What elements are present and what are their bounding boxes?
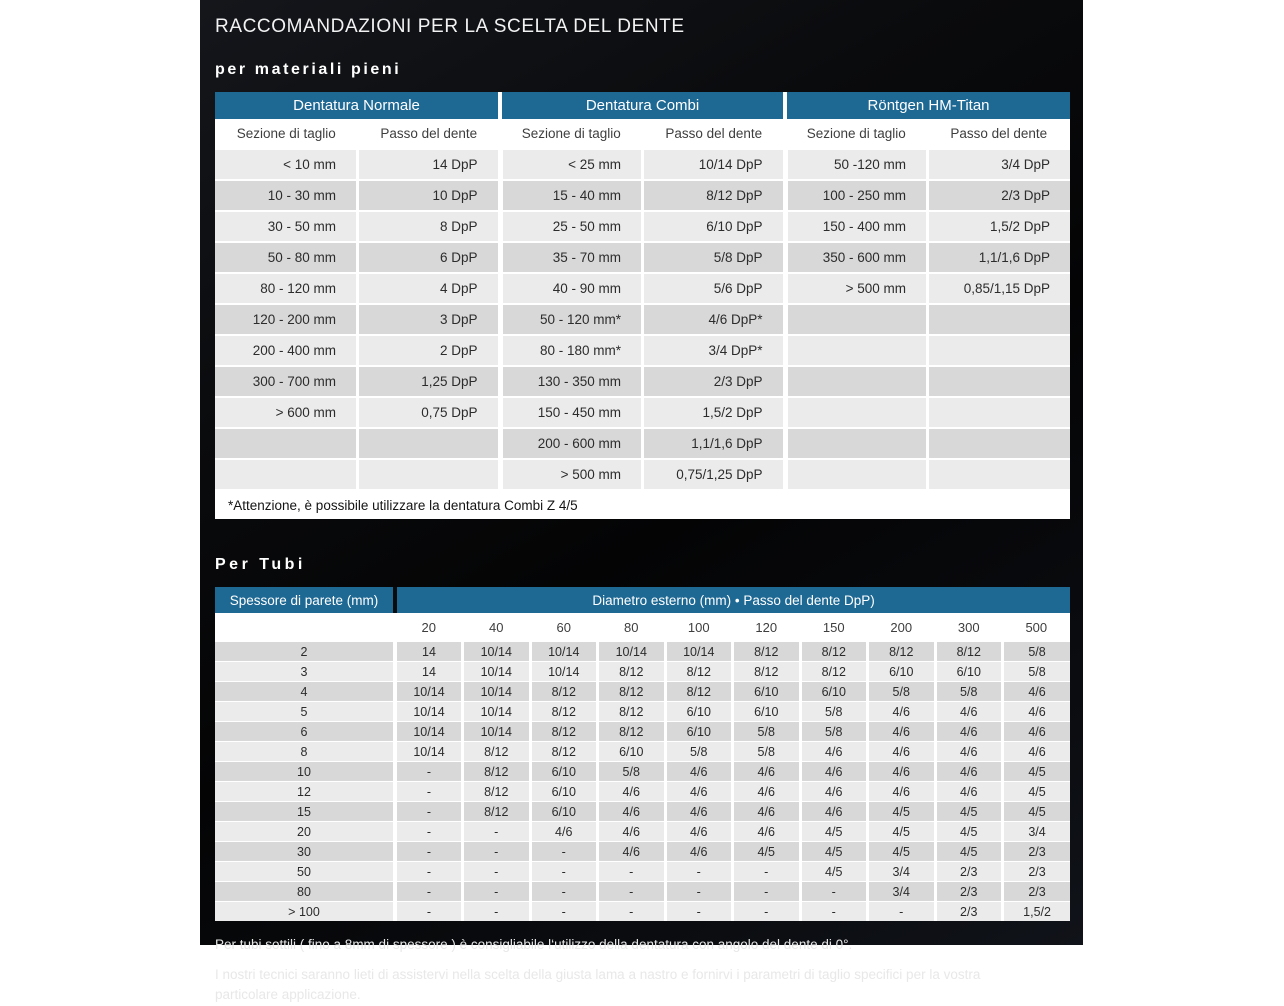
wall-thickness-cell: 2 [215,642,395,662]
table-cell: 8/12 [530,722,598,742]
column-header: Sezione di taglio [785,119,928,149]
group-header-row [215,92,1070,119]
table-cell: 8/12 [733,662,801,682]
table-cell: 2/3 [935,902,1003,922]
table-cell: 8/12 [733,642,801,662]
table-cell: 8/12 [530,682,598,702]
table-cell: 6/10 [800,682,868,702]
table-cell: 1,5/2 DpP [643,397,786,428]
table-cell: 8/12 [598,702,666,722]
table-cell: 5/8 [868,682,936,702]
table-cell: 300 - 700 mm [215,366,358,397]
table-cell: - [800,902,868,922]
table-cell: 10/14 [395,682,463,702]
table-cell: 4/5 [1003,802,1071,822]
table-cell: 8/12 [463,762,531,782]
table-row [215,702,1070,722]
table-cell: 5/8 [733,722,801,742]
table-cell: 4/6 [598,782,666,802]
table-cell: 4/6 [800,742,868,762]
table-cell: 80 - 120 mm [215,273,358,304]
table-cell: 8/12 DpP [643,180,786,211]
table-cell: 10/14 [598,642,666,662]
table-cell: 5/8 [598,762,666,782]
table-cell: 4/6 [868,762,936,782]
table-cell: - [665,882,733,902]
table-cell: 1,25 DpP [358,366,501,397]
wall-thickness-cell: 3 [215,662,395,682]
table-cell: 40 - 90 mm [500,273,643,304]
table-cell: 2/3 [935,882,1003,902]
table-cell: 130 - 350 mm [500,366,643,397]
table-cell: 8/12 [800,662,868,682]
table-cell: 4/6 [935,782,1003,802]
column-header: Passo del dente [928,119,1071,149]
table-cell: 4/6 [935,702,1003,722]
table-cell: 8/12 [598,662,666,682]
table-cell: 6/10 [733,702,801,722]
table-cell: > 600 mm [215,397,358,428]
table-cell: 50 - 80 mm [215,242,358,273]
table-cell: - [733,882,801,902]
table-cell: 150 - 450 mm [500,397,643,428]
table-cell: 4/6 [598,842,666,862]
table-cell [785,428,928,459]
diameter-header: 120 [733,613,801,642]
table-cell: 5/8 [1003,642,1071,662]
table-cell: 5/8 [935,682,1003,702]
table-cell [928,397,1071,428]
table-cell: - [868,902,936,922]
support-note: I nostri tecnici saranno lieti di assistervi nella scelta della giusta lama a nastro e fornirvi i parametri di taglio specifici per la vostra particolare applicazione. [215,967,981,1003]
table-row [215,397,1070,428]
diameter-header: 300 [935,613,1003,642]
table-cell: 4/6 [1003,682,1071,702]
table-cell: 15 - 40 mm [500,180,643,211]
table-cell: 2/3 [1003,882,1071,902]
table-cell: 4/5 [935,802,1003,822]
table-cell: 3/4 [868,862,936,882]
table-cell: - [530,882,598,902]
table-cell: 4/6 [868,702,936,722]
table-cell [928,459,1071,490]
table-cell: 5/8 [733,742,801,762]
table-cell [785,366,928,397]
table-cell: - [463,842,531,862]
table-cell: - [530,842,598,862]
section-title-tubes: Per Tubi [215,556,306,573]
table-cell: 10 DpP [358,180,501,211]
table-cell: 4/6 DpP* [643,304,786,335]
table-cell: 6/10 [868,662,936,682]
table-cell: - [598,882,666,902]
table-cell: 350 - 600 mm [785,242,928,273]
table-cell: 10 - 30 mm [215,180,358,211]
tubes-header-row [215,587,1070,613]
table-cell: 5/8 [665,742,733,762]
table-cell: 1,1/1,6 DpP [928,242,1071,273]
table-row [215,802,1070,822]
table-cell [215,428,358,459]
table-row [215,882,1070,902]
table-cell: 6/10 [733,682,801,702]
wall-thickness-cell: 10 [215,762,395,782]
table-cell: 6/10 [665,702,733,722]
table-cell: 2/3 DpP [643,366,786,397]
table-row [215,304,1070,335]
table-cell: - [463,902,531,922]
table-cell: 3 DpP [358,304,501,335]
wall-thickness-cell: 30 [215,842,395,862]
table-cell [785,335,928,366]
table-cell: 4/6 [665,822,733,842]
table-cell: 4/5 [1003,782,1071,802]
wall-thickness-cell: > 100 [215,902,395,922]
wall-thickness-cell: 12 [215,782,395,802]
table-cell: 4/5 [868,842,936,862]
table-cell: 4/6 [665,782,733,802]
outer-diameter-header: Diametro esterno (mm) • Passo del dente DpP) [395,587,1070,613]
table-cell: 4/5 [800,842,868,862]
table-cell: 4/6 [530,822,598,842]
table-row [215,682,1070,702]
table-cell [928,304,1071,335]
wall-thickness-cell: 6 [215,722,395,742]
table-cell [785,397,928,428]
table-cell: 3/4 [1003,822,1071,842]
table-cell: 4/6 [800,802,868,822]
table-cell: 200 - 600 mm [500,428,643,459]
table-cell [358,459,501,490]
table-cell: 4/5 [1003,762,1071,782]
table-cell: 35 - 70 mm [500,242,643,273]
table-cell: 5/8 [800,702,868,722]
tubes-table [215,587,1070,921]
table-cell: - [463,822,531,842]
table-cell: 4/5 [935,822,1003,842]
wall-thickness-cell: 80 [215,882,395,902]
table-cell: 4/6 [733,782,801,802]
table-cell: 3/4 [868,882,936,902]
table-cell: 0,75 DpP [358,397,501,428]
table-cell: 10/14 [395,742,463,762]
table-cell [785,304,928,335]
table-cell: 10/14 [463,702,531,722]
table-cell: 2/3 [1003,862,1071,882]
table-cell: 8/12 [530,702,598,722]
table-row [215,335,1070,366]
table-cell: 8/12 [665,682,733,702]
wall-thickness-cell: 50 [215,862,395,882]
table-cell [928,428,1071,459]
table-cell: - [800,882,868,902]
table-cell: - [463,862,531,882]
content-panel [200,0,1083,1003]
table-cell: - [463,882,531,902]
table-cell: 5/8 [1003,662,1071,682]
wall-thickness-header: Spessore di parete (mm) [215,587,395,613]
table-cell: 50 - 120 mm* [500,304,643,335]
table-cell: 8/12 [463,802,531,822]
column-header: Passo del dente [643,119,786,149]
table-cell: 6/10 [530,762,598,782]
table-cell: 10/14 [665,642,733,662]
table-cell: 4/6 [800,782,868,802]
table-row [215,459,1070,490]
table-row [215,149,1070,180]
table-cell: 2 DpP [358,335,501,366]
table-row [215,722,1070,742]
table-cell: 1,1/1,6 DpP [643,428,786,459]
table-cell: 80 - 180 mm* [500,335,643,366]
table-cell: 8 DpP [358,211,501,242]
table-cell: 8/12 [598,722,666,742]
table-cell: 4/5 [868,822,936,842]
table-cell: 10/14 [463,662,531,682]
table-row [215,428,1070,459]
table-cell: 1,5/2 [1003,902,1071,922]
table-cell: 120 - 200 mm [215,304,358,335]
table-cell: 4/6 [665,762,733,782]
table-cell: 0,75/1,25 DpP [643,459,786,490]
wall-thickness-cell: 5 [215,702,395,722]
table-cell [785,459,928,490]
table-cell: 6/10 DpP [643,211,786,242]
table-cell: 3/4 DpP* [643,335,786,366]
wall-thickness-cell: 4 [215,682,395,702]
column-header-row [215,119,1070,149]
table-cell: 6/10 [598,742,666,762]
table-cell: - [395,782,463,802]
table-cell: 100 - 250 mm [785,180,928,211]
table-cell [215,459,358,490]
table-row [215,862,1070,882]
table-cell: - [395,862,463,882]
table-row [215,242,1070,273]
table-cell: - [395,762,463,782]
table-cell: - [530,902,598,922]
table-cell: 4/6 [665,802,733,822]
table-cell: 4/6 [665,842,733,862]
table-cell: 4/5 [733,842,801,862]
table-cell: 5/6 DpP [643,273,786,304]
table-cell: - [395,882,463,902]
table-cell: 25 - 50 mm [500,211,643,242]
group-header-rontgen-hm-titan: Röntgen HM-Titan [785,92,1070,119]
table-row [215,662,1070,682]
table-cell: 4/5 [800,822,868,842]
solid-table-body [215,149,1070,490]
table-row [215,822,1070,842]
table-cell: 2/3 DpP [928,180,1071,211]
table-cell: 50 -120 mm [785,149,928,180]
table-cell: > 500 mm [500,459,643,490]
diameter-header: 150 [800,613,868,642]
table-row [215,742,1070,762]
table-cell: 8/12 [800,642,868,662]
table-row [215,902,1070,922]
table-row [215,842,1070,862]
table-cell: 4/5 [800,862,868,882]
diameter-header: 40 [463,613,531,642]
table-cell: 14 [395,662,463,682]
table-cell: 4/6 [868,722,936,742]
table-cell: < 25 mm [500,149,643,180]
column-header: Sezione di taglio [500,119,643,149]
table-cell: 8/12 [463,742,531,762]
table-cell: 4/6 [800,762,868,782]
table-cell: 5/8 DpP [643,242,786,273]
table-cell: 4/6 [598,802,666,822]
table-cell: - [395,822,463,842]
page-title: RACCOMANDAZIONI PER LA SCELTA DEL DENTE [215,16,685,37]
table-cell: 4/6 [598,822,666,842]
table-cell: 4/6 [733,802,801,822]
table-cell: 4/6 [1003,702,1071,722]
table-cell: - [395,802,463,822]
solid-materials-table [215,92,1070,519]
table-cell: 8/12 [463,782,531,802]
diameter-header: 200 [868,613,936,642]
table-cell: - [598,902,666,922]
column-header: Passo del dente [358,119,501,149]
table-cell: 10/14 [395,722,463,742]
table-cell: 10/14 [463,722,531,742]
wall-thickness-cell: 8 [215,742,395,762]
table-cell: 14 DpP [358,149,501,180]
wall-thickness-cell: 20 [215,822,395,842]
table-cell: 6/10 [935,662,1003,682]
table-cell: 10/14 [530,642,598,662]
table-cell: 6/10 [530,802,598,822]
table-cell: 4/6 [935,762,1003,782]
table-cell: 4 DpP [358,273,501,304]
table-row [215,782,1070,802]
tubes-table-body [215,642,1070,922]
table-cell: - [530,862,598,882]
diameter-header: 60 [530,613,598,642]
table-cell: 4/6 [1003,722,1071,742]
table-cell: - [733,902,801,922]
diameter-header: 100 [665,613,733,642]
table-cell: 4/5 [935,842,1003,862]
empty-corner-cell [215,613,395,642]
table-cell: 4/6 [868,742,936,762]
footnote-row [215,490,1070,519]
table-row [215,273,1070,304]
table-cell: 8/12 [935,642,1003,662]
table-row [215,642,1070,662]
table-cell: 4/6 [935,722,1003,742]
table-cell: 6/10 [665,722,733,742]
thin-tubes-note: Per tubi sottili ( fino a 8mm di spessore ) è consigliabile l‘utilizzo della dentatura con angolo del dente di 0°. [215,937,853,952]
diameter-header: 500 [1003,613,1071,642]
group-header-dentatura-normale: Dentatura Normale [215,92,500,119]
table-cell: 2/3 [1003,842,1071,862]
table-cell: > 500 mm [785,273,928,304]
table-cell: 4/6 [733,822,801,842]
table-row [215,180,1070,211]
table-cell: - [665,902,733,922]
diameter-header-row [215,613,1070,642]
group-header-dentatura-combi: Dentatura Combi [500,92,785,119]
table-cell [928,335,1071,366]
table-cell: - [395,842,463,862]
table-cell: - [395,902,463,922]
table-row [215,762,1070,782]
table-row [215,366,1070,397]
wall-thickness-cell: 15 [215,802,395,822]
table-cell: 10/14 [395,702,463,722]
table-cell: - [598,862,666,882]
table-cell: 8/12 [868,642,936,662]
table-cell: 10/14 [463,642,531,662]
table-cell: 8/12 [665,662,733,682]
table-footnote: *Attenzione, è possibile utilizzare la dentatura Combi Z 4/5 [215,490,1070,519]
table-cell: 4/5 [868,802,936,822]
table-cell [358,428,501,459]
diameter-header: 20 [395,613,463,642]
table-cell: 8/12 [598,682,666,702]
table-cell [928,366,1071,397]
table-cell: 150 - 400 mm [785,211,928,242]
table-cell: - [733,862,801,882]
table-cell: 4/6 [868,782,936,802]
table-cell: 2/3 [935,862,1003,882]
section-title-solid-materials: per materiali pieni [215,61,402,78]
table-cell: 10/14 [530,662,598,682]
column-header: Sezione di taglio [215,119,358,149]
table-cell: 4/6 [733,762,801,782]
table-cell: 8/12 [530,742,598,762]
table-cell: 4/6 [1003,742,1071,762]
diameter-header: 80 [598,613,666,642]
table-cell: 14 [395,642,463,662]
table-cell: 0,85/1,15 DpP [928,273,1071,304]
table-cell: 10/14 [463,682,531,702]
table-cell: < 10 mm [215,149,358,180]
table-cell: 3/4 DpP [928,149,1071,180]
table-cell: 200 - 400 mm [215,335,358,366]
table-cell: 10/14 DpP [643,149,786,180]
table-cell: 4/6 [935,742,1003,762]
table-cell: 6/10 [530,782,598,802]
table-cell: 1,5/2 DpP [928,211,1071,242]
table-cell: - [665,862,733,882]
table-cell: 5/8 [800,722,868,742]
table-cell: 30 - 50 mm [215,211,358,242]
table-row [215,211,1070,242]
table-cell: 6 DpP [358,242,501,273]
